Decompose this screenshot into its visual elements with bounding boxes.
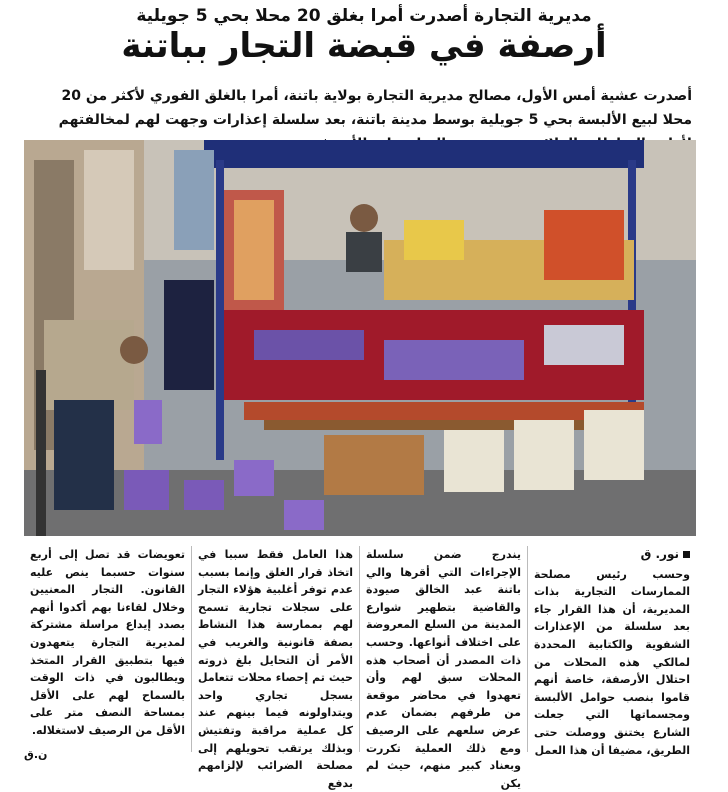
bullet-square-icon: [683, 551, 690, 558]
article-column-3: [192, 546, 360, 790]
article-photo: [24, 140, 696, 536]
column-1-text: وحسب رئيس مصلحة الممارسات التجارية بذات المديرية، أن هذا القرار جاء بعد سلسلة من الإعذارات الشفوية والكتابية المحددة لمالكي هذه المحلات من احتلال الأرصفة، خاصة أنهم قاموا بنصب حوامل الألبسة ومجسماتها التي جعلت الشارع يختنق ووصلت حتى الطريق، مضيفا أن هذا العمل: [534, 567, 690, 757]
column-4-text: تعويضات قد تصل إلى أربع سنوات حسبما ينص عليه القانون. التجار المعنيين وخلال لقاءنا بهم أكدوا أنهم بصدد إيداع مراسلة مشتركة لمديرية التجارة يتعهدون فيها بتطبيق القرار المتخذ ويطالبون في ذات الوقت بالسماح لهم على الأقل بمساحة النصف متر على الأقل من الرصيف لاستغلاله.: [30, 548, 185, 737]
byline-text: نور. ق: [640, 547, 679, 561]
column-2-text: يندرج ضمن سلسلة الإجراءات التي أقرها والي باتنة عبد الخالق صيودة والقاضية بتطهير شوارع المدينة من السلع المعروضة على اختلاف أنواعها. وحسب ذات المصدر أن أصحاب هذه المحلات سبق لهم وأن تعهدوا في محاضر موقعة من طرفهم بضمان عدم عرض سلعهم على الرصيف ومع ذلك العملية تكررت وبعناد كبير منهم، حيث لم يكن: [366, 548, 521, 790]
article-column-2: [360, 546, 528, 790]
article-byline: [534, 546, 690, 564]
article-column-4: [24, 546, 192, 752]
column-3-text: هذا العامل فقط سببا في اتخاذ قرار الغلق وإنما بسبب عدم توفر أغلبية هؤلاء التجار على سجلات تجارية تسمح لهم بممارسة هذا النشاط بصفة قانونية والغريب في الأمر أن التحايل بلغ ذروته حيث تم إحصاء محلات تتعامل بسجل تجاري واحد ويتداولونه فيما بينهم عند كل عملية مراقبة وتفتيش وبذلك يرتقب تحويلهم إلى مصلحة الضرائب لإلزامهم بدفع: [198, 548, 353, 790]
article-columns: [24, 546, 696, 790]
article-lead: أصدرت عشية أمس الأول، مصالح مديرية التجارة بولاية باتنة، أمرا بالغلق الفوري لأكثر من 20 محلا لبيع الألبسة بحي 5 جويلية بوسط مدينة باتنة، بعد سلسلة إعذارات وجهت لهم لمخالفتهم: [58, 88, 692, 128]
article-headline: أرصفة في قبضة التجار بباتنة: [121, 26, 607, 66]
article-column-1: [528, 546, 696, 757]
article-kicker: مديرية التجارة أصدرت أمرا بغلق 20 محلا بحي 5 جويلية: [136, 6, 592, 26]
article-signature: ن.ق: [24, 748, 48, 761]
